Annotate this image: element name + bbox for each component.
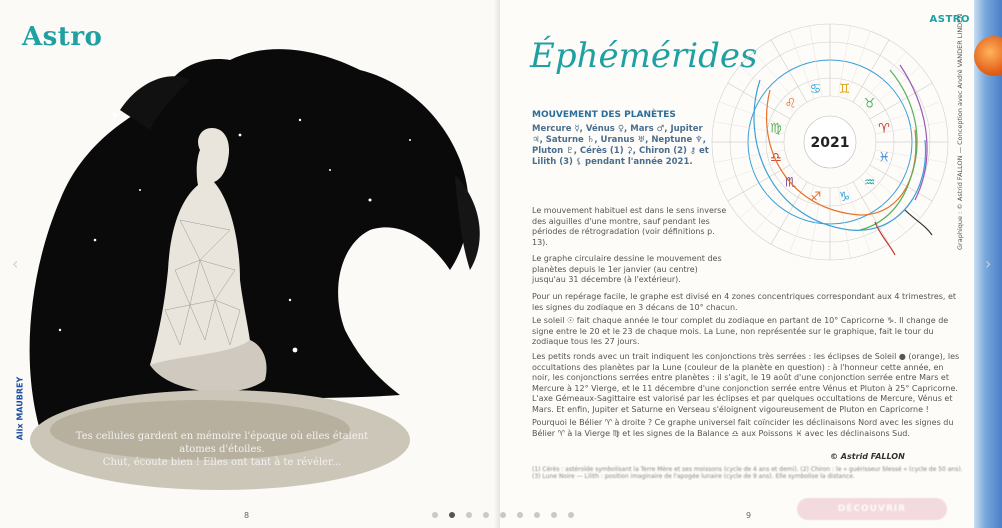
page-dot[interactable] xyxy=(466,512,472,518)
page-dot[interactable] xyxy=(432,512,438,518)
page-dot[interactable] xyxy=(483,512,489,518)
zodiac-sign-11: ♓ xyxy=(878,150,890,166)
zodiac-sign-9: ♑ xyxy=(838,190,851,206)
movement-heading: MOUVEMENT DES PLANÈTES xyxy=(532,110,676,120)
zodiac-sign-7: ♏ xyxy=(784,175,797,191)
discover-button[interactable]: DÉCOUVRIR xyxy=(797,498,947,520)
planet-list: Mercure ☿, Vénus ♀, Mars ♂, Jupiter ♃, Saturne ♄, Uranus ♅, Neptune ♆, Pluton ♇, Cérès (1) ⚳, Chiron (2) ⚷ et Lilith (3) ⚸ pendant l'année 2021. xyxy=(532,124,709,167)
section-tag: ASTRO xyxy=(929,14,970,25)
chart-center-year: 2021 xyxy=(810,135,850,151)
page-number-left: 8 xyxy=(244,511,250,520)
paragraph-movement: Le mouvement habituel est dans le sens inverse des aiguilles d'une montre, sauf pendant les périodes de rétrogradation (voir définitions p. 13). xyxy=(532,206,727,247)
next-page-arrow-icon[interactable]: › xyxy=(985,254,992,273)
illustrator-credit: Alix MAUBREY xyxy=(15,376,25,441)
caption-line-1: Tes cellules gardent en mémoire l'époque où elles étaient atomes d'étoiles. xyxy=(75,431,369,455)
illustration-caption xyxy=(62,430,382,469)
page-number-right: 9 xyxy=(746,511,752,520)
zodiac-sign-2: ♊ xyxy=(838,81,851,97)
paragraph-sun: Le soleil ☉ fait chaque année le tour complet du zodiaque en partant de 10° Capricorne ♑. Il change de signe entre le 20 et le 23 de chaque mois. La Lune, non représentée sur le graphique, fait le tour du zodiaque tous les 27 jours. xyxy=(532,316,949,346)
zodiac-sign-8: ♐ xyxy=(809,190,822,206)
zodiac-sign-6: ♎ xyxy=(770,150,782,166)
page-dot[interactable] xyxy=(551,512,557,518)
page-dot[interactable] xyxy=(500,512,506,518)
page-dot[interactable] xyxy=(517,512,523,518)
zodiac-wheel-svg xyxy=(700,10,960,280)
zodiac-sign-5: ♍ xyxy=(770,121,782,137)
zodiac-sign-4: ♌ xyxy=(784,96,797,112)
page-dot[interactable] xyxy=(449,512,455,518)
zodiac-sign-10: ♒ xyxy=(863,175,876,191)
section-title: Astro xyxy=(22,22,103,52)
paragraph-graph: Le graphe circulaire dessine le mouvement des planètes depuis le 1er janvier (au centre) jusqu'au 31 décembre (à l'extérieur). xyxy=(532,254,722,284)
page-title: Éphémérides xyxy=(530,36,758,76)
page-dot[interactable] xyxy=(568,512,574,518)
left-page xyxy=(0,0,500,528)
right-page xyxy=(500,0,1002,528)
page-dot[interactable] xyxy=(534,512,540,518)
caption-line-2: Chut, écoute bien ! Elles ont tant à te révéler... xyxy=(102,457,342,468)
zodiac-sign-0: ♈ xyxy=(878,121,890,137)
zodiac-sign-1: ♉ xyxy=(863,96,876,112)
zodiac-sign-3: ♋ xyxy=(809,81,822,97)
zodiac-wheel-diagram xyxy=(700,10,960,280)
previous-page-arrow-icon[interactable]: ‹ xyxy=(12,254,19,273)
paragraph-conjunctions: Les petits ronds avec un trait indiquent les conjonctions très serrées : les éclipses de Soleil ● (orange), les occultations des planètes par la Lune (couleur de la planète en question) : à l'honneur cette année, en noir, les conjonctions serrées entre planètes : il s'agit, le 19 août d'une conjonction serrée entre Mars et Mercure à 12° Vierge, et le 11 décembre d'une conjonction serrée entre Vénus et Pluton à 25° Capricorne. L'axe Gémeaux-Sagittaire est valorisé par les éclipses et par quelques occultations de Mercure, Vénus et Mars. Et enfin, Jupiter et Saturne en Verseau s'éloignent vigoureusement de Pluton en Capricorne ! xyxy=(532,352,960,414)
footnotes: (1) Cérès : astéroïde symbolisant la Terre Mère et ses moissons (cycle de 4 ans et demi). (2) Chiron : le « guérisseur blessé » (cycle de 50 ans). (3) Lune Noire — Lilith : position imaginaire de l'apogée lunaire (cycle de 9 ans). Elle symbolise la distance. xyxy=(532,466,963,480)
graph-credit: Graphique : © Astrid FALLON — Conception avec André VANDER LINDEN xyxy=(956,13,964,250)
paragraph-aries: Pourquoi le Bélier ♈ à droite ? Ce graphe universel fait coïncider les déclinaisons Nord avec les signes du Bélier ♈ à la Vierge ♍ et les signes de la Balance ♎ aux Poissons ♓ avec les déclinaisons Sud. xyxy=(532,418,954,438)
author-signature: © Astrid FALLON xyxy=(830,452,905,461)
paragraph-zones: Pour un repérage facile, le graphe est divisé en 4 zones concentriques correspondant aux 4 trimestres, et les signes du zodiaque en 3 décans de 10° chacun. xyxy=(532,292,957,312)
